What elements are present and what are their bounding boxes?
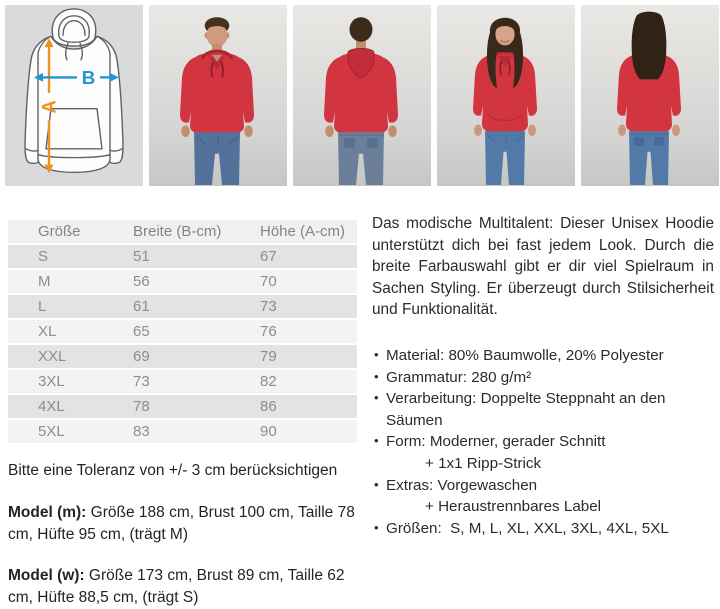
bullet-icon: • [374,390,379,406]
cell-breite: 56 [133,269,260,294]
feature-item [372,388,718,431]
size-table [8,220,357,445]
cell-size: 3XL [8,369,133,394]
tolerance-note: Bitte eine Toleranz von +/- 3 cm berücksichtigen [8,462,338,479]
cell-breite: 65 [133,319,260,344]
model-m-label: Model (m): [8,504,87,521]
cell-hoehe: 76 [260,319,357,344]
feature-item [372,518,718,540]
feature-text: Extras: Vorgewaschen [386,476,538,494]
cell-size: XL [8,319,133,344]
man-back-illustration [293,5,431,186]
woman-back-illustration [581,5,719,186]
header-breite: Breite (B-cm) [133,220,260,244]
feature-item [372,367,718,389]
bullet-icon: • [374,433,379,449]
cell-breite: 73 [133,369,260,394]
model-m-text: Größe 188 cm, Brust 100 cm, Taille 78 cm, Hüfte 95 cm, (trägt M) [8,504,355,543]
feature-item-continuation [372,496,718,518]
cell-size: 4XL [8,394,133,419]
feature-item-continuation [372,453,718,475]
model-w-label: Model (w): [8,567,85,584]
photo-man-front [149,5,287,186]
table-row [8,244,357,269]
cell-hoehe: 82 [260,369,357,394]
cell-breite: 78 [133,394,260,419]
bullet-icon: • [374,519,379,535]
bullet-icon: • [374,368,379,384]
bullet-icon: • [374,476,379,492]
cell-size: M [8,269,133,294]
table-row [8,319,357,344]
model-m-info [8,502,364,546]
hoodie-outline-drawing [5,5,143,186]
man-front-illustration [149,5,287,186]
cell-size: 5XL [8,419,133,444]
table-row [8,294,357,319]
product-image-row [5,5,719,186]
photo-man-back [293,5,431,186]
cell-hoehe: 70 [260,269,357,294]
product-intro: Das modische Multitalent: Dieser Unisex Hoodie unterstützt dich bei fast jedem Look. Durch die breite Farbauswahl gibt er dir viel Spielraum in Sachen Styling. Er überzeugt durch Stilsicherheit und Funktionalität. [372,215,714,318]
product-features-list [372,345,718,539]
measure-label-a: A [38,100,60,114]
table-row [8,394,357,419]
cell-breite: 61 [133,294,260,319]
header-groesse: Größe [8,220,133,244]
feature-text: + Heraustrennbares Label [425,498,602,516]
cell-hoehe: 86 [260,394,357,419]
feature-item [372,431,718,453]
cell-hoehe: 73 [260,294,357,319]
table-row [8,344,357,369]
cell-hoehe: 79 [260,344,357,369]
table-row [8,269,357,294]
table-header-row [8,220,357,244]
feature-item [372,345,718,367]
feature-text: Material: 80% Baumwolle, 20% Polyester [386,347,664,364]
cell-breite: 69 [133,344,260,369]
size-measure-diagram [5,5,143,186]
cell-size: S [8,244,133,269]
cell-size: XXL [8,344,133,369]
photo-woman-front [437,5,575,186]
feature-item [372,475,718,497]
header-hoehe: Höhe (A-cm) [260,220,357,244]
model-w-info [8,565,364,609]
cell-hoehe: 67 [260,244,357,269]
feature-text: Verarbeitung: Doppelte Steppnaht an den Säumen [386,390,666,429]
table-row [8,419,357,444]
cell-breite: 83 [133,419,260,444]
bullet-icon: • [374,347,379,362]
table-row [8,369,357,394]
feature-text: Größen: S, M, L, XL, XXL, 3XL, 4XL, 5XL [386,519,669,537]
feature-text: Form: Moderner, gerader Schnitt [386,433,606,451]
feature-text: + 1x1 Ripp-Strick [425,454,542,472]
cell-hoehe: 90 [260,419,357,444]
measure-label-b: B [81,66,96,88]
model-w-text: Größe 173 cm, Brust 89 cm, Taille 62 cm, Hüfte 88,5 cm, (trägt S) [8,567,345,606]
cell-size: L [8,294,133,319]
photo-woman-back [581,5,719,186]
feature-text: Grammatur: 280 g/m² [386,368,532,386]
woman-front-illustration [437,5,575,186]
cell-breite: 51 [133,244,260,269]
